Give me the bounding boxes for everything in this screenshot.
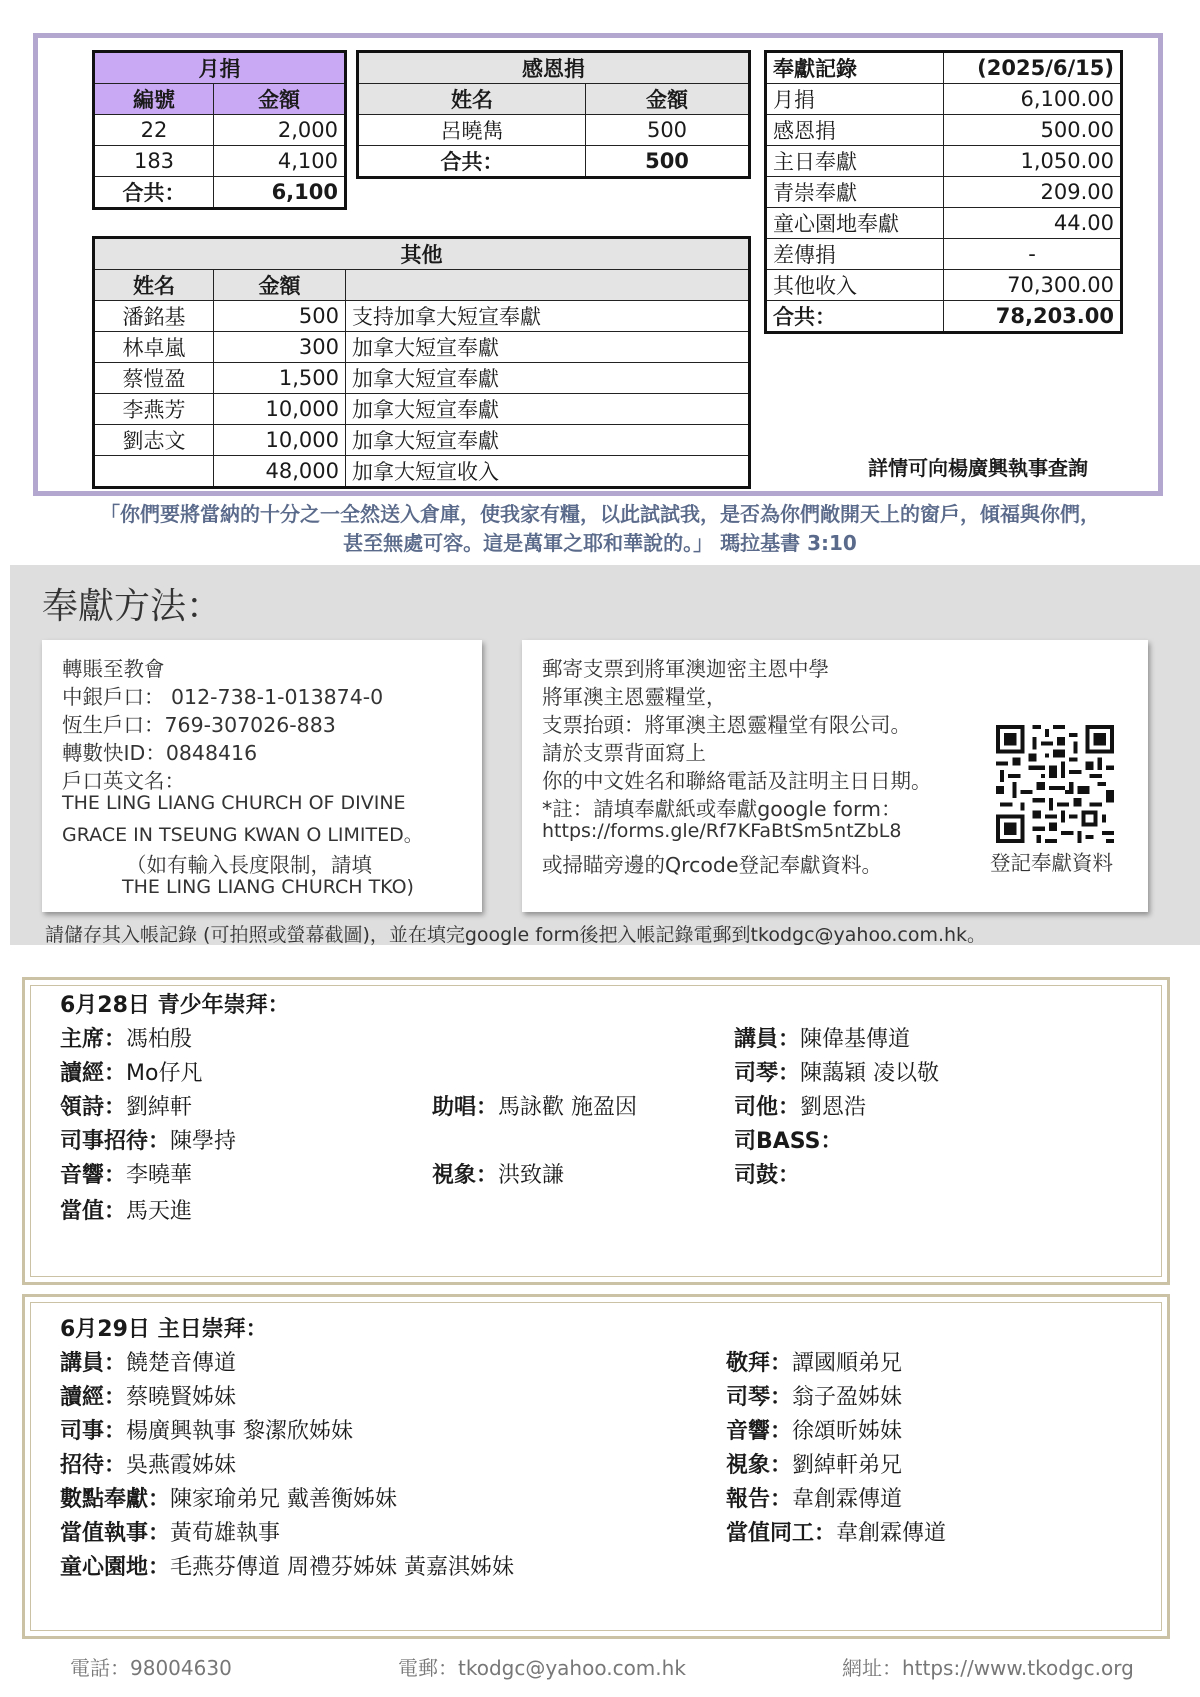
roster-entry: 視象：劉綽軒弟兄 [726, 1453, 903, 1478]
table-title: 其他 [94, 238, 750, 270]
card-line: 你的中文姓名和聯絡電話及註明主日日期。 [542, 769, 932, 793]
cell-label: 青崇奉獻 [766, 177, 944, 208]
verse-line: 「你們要將當納的十分之一全然送入倉庫，使我家有糧，以此試試我，是否為你們敞開天上的窗戶，傾福與你們， [100, 502, 1100, 526]
total-value: 500 [586, 146, 750, 178]
total-row [358, 146, 750, 178]
cell-amount: 48,000 [214, 456, 346, 488]
roster-entry: 讀經：蔡曉賢姊妹 [60, 1385, 237, 1410]
table-row [94, 363, 750, 394]
column-header: 金額 [214, 84, 346, 115]
roster-entry: 當值同工：韋創霖傳道 [726, 1521, 947, 1546]
cell-no: 183 [94, 146, 214, 177]
cell-label: 感恩捐 [766, 115, 944, 146]
qr-caption: 登記奉獻資料 [990, 851, 1113, 875]
cell-name: 潘銘基 [94, 301, 214, 332]
cell-note: 加拿大短宣奉獻 [346, 394, 750, 425]
total-row [94, 177, 346, 209]
roster-entry: 當值：馬天進 [60, 1199, 193, 1224]
card-line: GRACE IN TSEUNG KWAN O LIMITED。 [62, 824, 423, 846]
total-label: 合共： [94, 177, 214, 209]
roster-entry: 音響：徐頌昕姊妹 [726, 1419, 903, 1444]
cell-label: 月捐 [766, 84, 944, 115]
roster-entry: 司BASS： [734, 1129, 843, 1154]
cell-label: 差傳捐 [766, 239, 944, 270]
card-line: （如有輸入長度限制，請填 [126, 853, 372, 877]
roster-title: 6月29日 主日崇拜： [60, 1317, 268, 1342]
cell-amount: 44.00 [944, 208, 1122, 239]
cell-label: 其他收入 [766, 270, 944, 301]
card-line: 轉數快ID：0848416 [62, 741, 258, 765]
roster-entry: 講員：饒楚音傳道 [60, 1351, 237, 1376]
footer-phone: 電話：98004630 [70, 1656, 232, 1680]
column-header: 姓名 [358, 84, 586, 115]
footer-website[interactable]: 網址：https://www.tkodgc.org [842, 1656, 1134, 1680]
roster-entry: 司事招待：陳學持 [60, 1129, 237, 1154]
cell-amount: 209.00 [944, 177, 1122, 208]
cell-label: 主日奉獻 [766, 146, 944, 177]
cell-name: 李燕芳 [94, 394, 214, 425]
cell-amount: 1,050.00 [944, 146, 1122, 177]
roster-entry: 司琴：陳藹穎 凌以敬 [734, 1061, 940, 1086]
cell-amount: 500 [214, 301, 346, 332]
cell-amount: 500 [586, 115, 750, 146]
roster-entry: 司他：劉恩浩 [734, 1095, 867, 1120]
total-label: 合共： [358, 146, 586, 178]
cell-label: 童心園地奉獻 [766, 208, 944, 239]
table-row [766, 270, 1122, 301]
table-row [766, 84, 1122, 115]
total-label: 合共： [766, 301, 944, 333]
column-header: 姓名 [94, 270, 214, 301]
table-row [94, 332, 750, 363]
table-row [94, 425, 750, 456]
cell-note: 加拿大短宣奉獻 [346, 425, 750, 456]
table-row [766, 239, 1122, 270]
roster-entry: 講員：陳偉基傳道 [734, 1027, 911, 1052]
cell-amount: 500.00 [944, 115, 1122, 146]
roster-entry: 司琴：翁子盈姊妹 [726, 1385, 903, 1410]
monthly-offering-table [92, 50, 347, 210]
roster-entry: 招待：吳燕霞姊妹 [60, 1453, 237, 1478]
cell-note: 加拿大短宣奉獻 [346, 332, 750, 363]
giving-title: 奉獻方法： [42, 586, 223, 627]
offering-record-table [764, 50, 1123, 334]
footer-email[interactable]: 電郵：tkodgc@yahoo.com.hk [398, 1656, 686, 1680]
card-line: 轉賬至教會 [62, 657, 165, 681]
bank-transfer-card [42, 640, 482, 912]
card-line: 中銀戶口： 012-738-1-013874-0 [62, 685, 384, 709]
column-header-empty [346, 270, 750, 301]
roster-entry: 司事：楊廣興執事 黎潔欣姊妹 [60, 1419, 354, 1444]
roster-entry: 音響：李曉華 [60, 1163, 193, 1188]
bible-verse [40, 500, 1160, 558]
other-offering-table [92, 236, 751, 489]
table-row [94, 146, 346, 177]
cell-amount: 10,000 [214, 425, 346, 456]
card-line: 支票抬頭：將軍澳主恩靈糧堂有限公司。 [542, 713, 911, 737]
table-row [766, 177, 1122, 208]
cell-amount: 10,000 [214, 394, 346, 425]
record-title: 奉獻記錄 [766, 52, 944, 84]
total-row [766, 301, 1122, 333]
roster-entry: 視象：洪致謙 [432, 1163, 565, 1188]
table-row [94, 115, 346, 146]
card-line: 或掃瞄旁邊的Qrcode登記奉獻資料。 [542, 853, 883, 877]
roster-entry: 數點奉獻：陳家瑜弟兄 戴善衡姊妹 [60, 1487, 398, 1512]
roster-entry: 主席：馮柏殷 [60, 1027, 193, 1052]
record-date: (2025/6/15) [944, 52, 1122, 84]
roster-entry: 讀經：Mo仔凡 [60, 1061, 203, 1086]
roster-entry: 助唱：馬詠歡 施盈因 [432, 1095, 638, 1120]
cell-amount: 4,100 [214, 146, 346, 177]
table-title: 感恩捐 [358, 52, 750, 84]
total-value: 78,203.00 [944, 301, 1122, 333]
inquiry-note: 詳情可向楊廣興執事查詢 [868, 456, 1088, 480]
cell-name: 劉志文 [94, 425, 214, 456]
cell-no: 22 [94, 115, 214, 146]
table-row [766, 208, 1122, 239]
column-header: 編號 [94, 84, 214, 115]
cell-amount: 300 [214, 332, 346, 363]
cell-name: 林卓嵐 [94, 332, 214, 363]
table-row [94, 394, 750, 425]
table-title: 月捐 [94, 52, 346, 84]
table-row [94, 456, 750, 488]
giving-note: 請儲存其入帳記錄 (可拍照或螢幕截圖)，並在填完google form後把入帳記錄電郵到tkodgc@yahoo.com.hk。 [45, 924, 987, 946]
table-row [766, 115, 1122, 146]
card-line: THE LING LIANG CHURCH OF DIVINE [62, 792, 406, 814]
column-header: 金額 [586, 84, 750, 115]
cell-amount: 6,100.00 [944, 84, 1122, 115]
card-line: 請於支票背面寫上 [542, 741, 706, 765]
cell-amount: 1,500 [214, 363, 346, 394]
cell-note: 加拿大短宣奉獻 [346, 363, 750, 394]
card-line: 將軍澳主恩靈糧堂， [542, 685, 727, 709]
roster-entry: 司鼓： [734, 1163, 801, 1188]
card-line: 郵寄支票到將軍澳迦密主恩中學 [542, 657, 829, 681]
verse-line: 甚至無處可容。這是萬軍之耶和華說的。」 瑪拉基書 3:10 [343, 531, 857, 555]
roster-entry: 敬拜：譚國順弟兄 [726, 1351, 903, 1376]
roster-title: 6月28日 青少年崇拜： [60, 993, 290, 1018]
cell-name: 呂曉雋 [358, 115, 586, 146]
cell-name [94, 456, 214, 488]
cell-amount: - [944, 239, 1122, 270]
table-row [766, 146, 1122, 177]
google-form-link[interactable]: https://forms.gle/Rf7KFaBtSm5ntZbL8 [542, 820, 902, 842]
table-row [358, 115, 750, 146]
roster-entry: 報告：韋創霖傳道 [726, 1487, 903, 1512]
total-value: 6,100 [214, 177, 346, 209]
qr-code-icon[interactable] [996, 725, 1114, 843]
roster-entry: 領詩：劉綽軒 [60, 1095, 193, 1120]
cell-note: 加拿大短宣收入 [346, 456, 750, 488]
table-row [94, 301, 750, 332]
card-line: 恆生戶口：769-307026-883 [62, 713, 336, 737]
card-line: THE LING LIANG CHURCH TKO) [122, 876, 414, 898]
card-line: *註：請填奉獻紙或奉獻google form： [542, 797, 902, 821]
card-line: 戶口英文名： [62, 769, 185, 793]
thanks-offering-table [356, 50, 751, 179]
cell-note: 支持加拿大短宣奉獻 [346, 301, 750, 332]
cell-amount: 2,000 [214, 115, 346, 146]
column-header: 金額 [214, 270, 346, 301]
cell-name: 蔡愷盈 [94, 363, 214, 394]
cell-amount: 70,300.00 [944, 270, 1122, 301]
roster-entry: 童心園地：毛燕芬傳道 周禮芬姊妹 黃嘉淇姊妹 [60, 1555, 515, 1580]
roster-entry: 當值執事：黃荀雄執事 [60, 1521, 281, 1546]
